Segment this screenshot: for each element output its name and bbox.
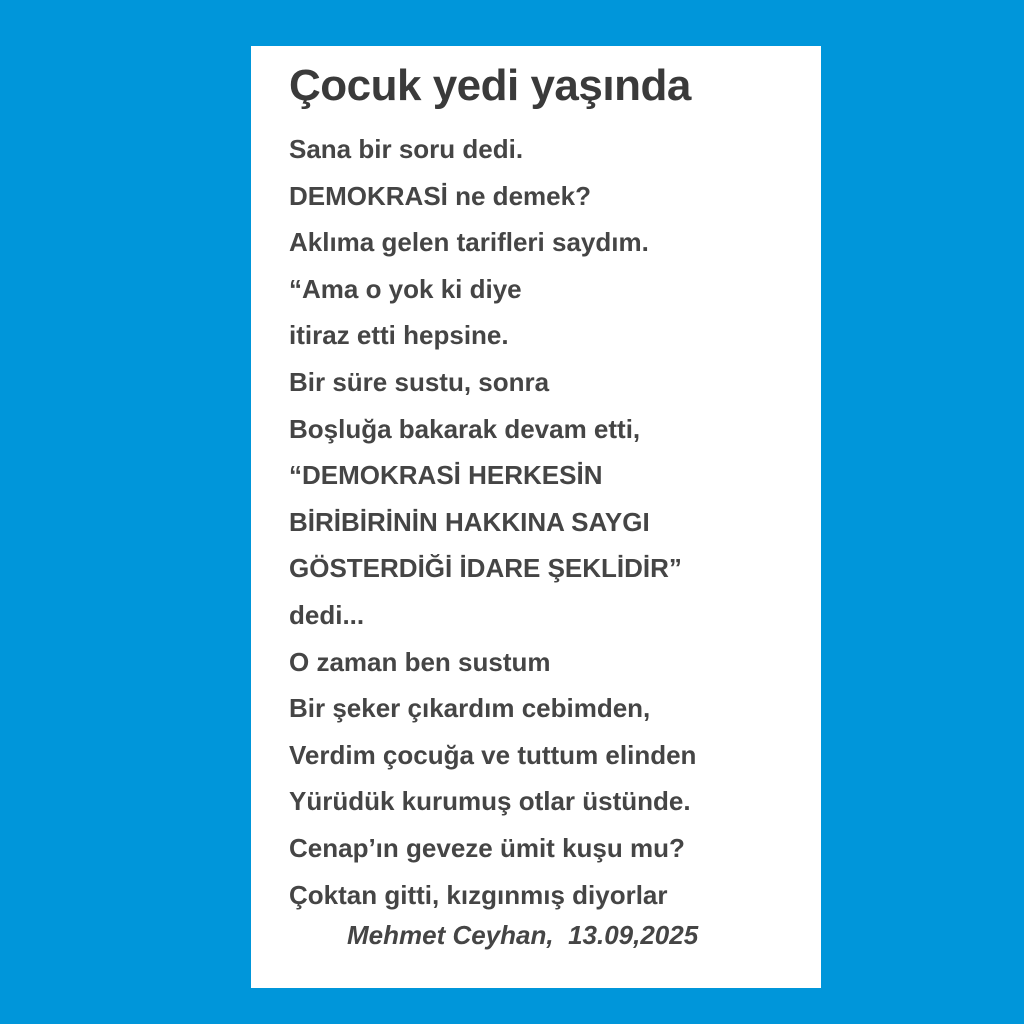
signature-date: 13.09,2025 [568,920,699,950]
poem-line: Bir süre sustu, sonra [289,366,550,397]
poem-line: Cenap’ın geveze ümit kuşu mu? [289,832,685,863]
poem-line: Boşluğa bakarak devam etti, [289,413,641,444]
poem-line: Verdim çocuğa ve tuttum elinden [289,739,697,770]
poem-line: Yürüdük kurumuş otlar üstünde. [289,786,691,817]
poem-line: “Ama o yok ki diye [289,273,522,304]
poem-lines [289,126,696,918]
signature-author: Mehmet Ceyhan, [347,920,554,950]
poem-line: BİRİBİRİNİN HAKKINA SAYGI [289,506,650,537]
poem-line: Aklıma gelen tarifleri saydım. [289,227,649,258]
poem-line: itiraz etti hepsine. [289,320,509,351]
poem-line: O zaman ben sustum [289,646,551,677]
poem-line: Çoktan gitti, kızgınmış diyorlar [289,879,668,910]
poem-line: dedi... [289,599,365,630]
poem-line: “DEMOKRASİ HERKESİN [289,460,603,491]
poem-line: DEMOKRASİ ne demek? [289,180,591,211]
poem-card [251,46,821,988]
poem-line: Sana bir soru dedi. [289,134,524,164]
poem-title: Çocuk yedi yaşında [289,61,691,110]
poem-line: Bir şeker çıkardım cebimden, [289,693,651,724]
poem-line: GÖSTERDİĞİ İDARE ŞEKLİDİR” [289,553,682,584]
poem-signature [347,912,698,958]
